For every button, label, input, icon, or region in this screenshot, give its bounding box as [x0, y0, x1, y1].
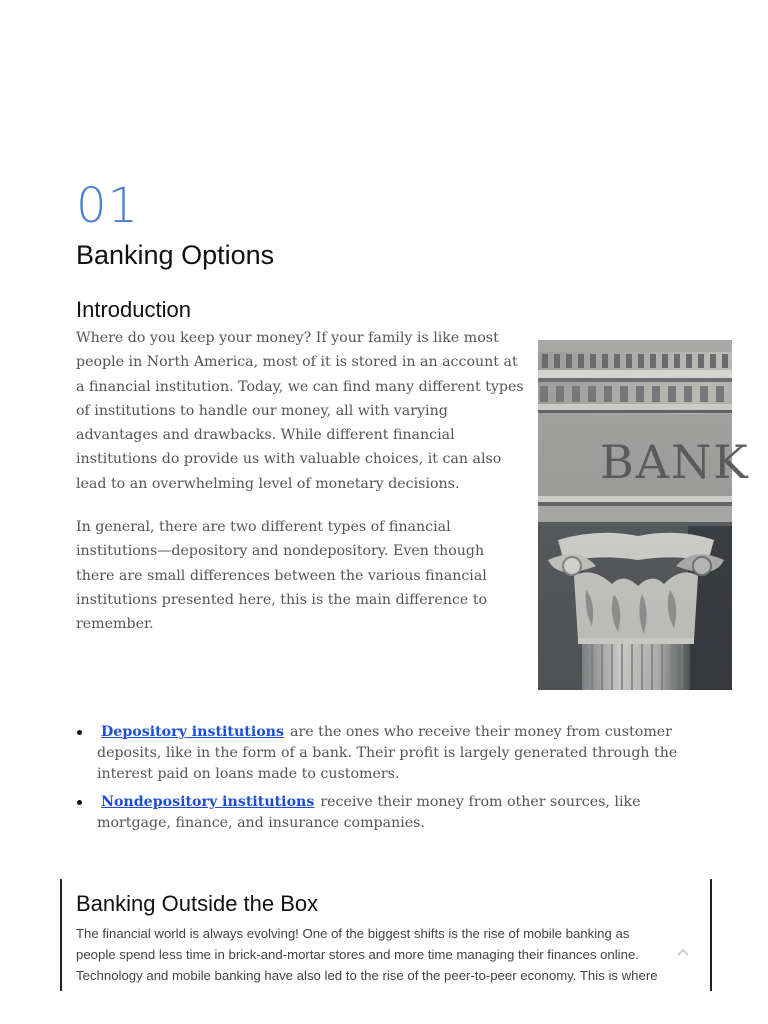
chapter-title: Banking Options — [76, 240, 275, 270]
callout-line: The financial world is always evolving! One of the biggest shifts is the rise of mobile banking as — [76, 926, 630, 941]
callout-line: Technology and mobile banking have also led to the rise of the peer-to-peer economy. This is where — [76, 968, 658, 983]
introduction-paragraph-2: In general, there are two different types of financial institutions—depository and nondepository. Even though there are small differences between the various financial institutions presented here, this is the main difference to remember. — [76, 519, 488, 633]
chapter-number: 01 — [76, 178, 140, 234]
bank-sign-text: BANK — [600, 435, 750, 489]
depository-description: are the ones who receive their money from customer deposits, like in the form of a bank. Their profit is largely generated through the interest paid on loans made to customers. — [97, 724, 678, 782]
bullet-dot — [77, 730, 82, 735]
list-item — [76, 722, 688, 785]
chevron-up-icon[interactable] — [676, 944, 690, 954]
banking-outside-box-callout — [60, 879, 712, 991]
callout-heading: Banking Outside the Box — [76, 891, 319, 916]
callout-text — [76, 923, 686, 986]
bank-building-image — [538, 340, 750, 690]
bullet-dot — [77, 800, 82, 805]
callout-line: people spend less time in brick-and-mortar stores and more time managing their finances online. — [76, 947, 639, 962]
introduction-heading: Introduction — [76, 297, 191, 322]
institution-types-list — [76, 722, 688, 841]
depository-institutions-link[interactable]: Depository institutions — [101, 724, 284, 740]
introduction-paragraph-1: Where do you keep your money? If your family is like most people in North America, most of it is stored in an account at a financial institution. Today, we can find many different types of institutions to handle our money, all with varying advantages and drawbacks. While different financial institutions do provide us with valuable choices, it can also lead to an overwhelming level of monetary decisions. — [76, 330, 524, 492]
nondepository-institutions-link[interactable]: Nondepository institutions — [101, 794, 315, 810]
list-item — [76, 792, 688, 834]
nondepository-description: receive their money from other sources, like mortgage, finance, and insurance companies. — [97, 794, 641, 831]
